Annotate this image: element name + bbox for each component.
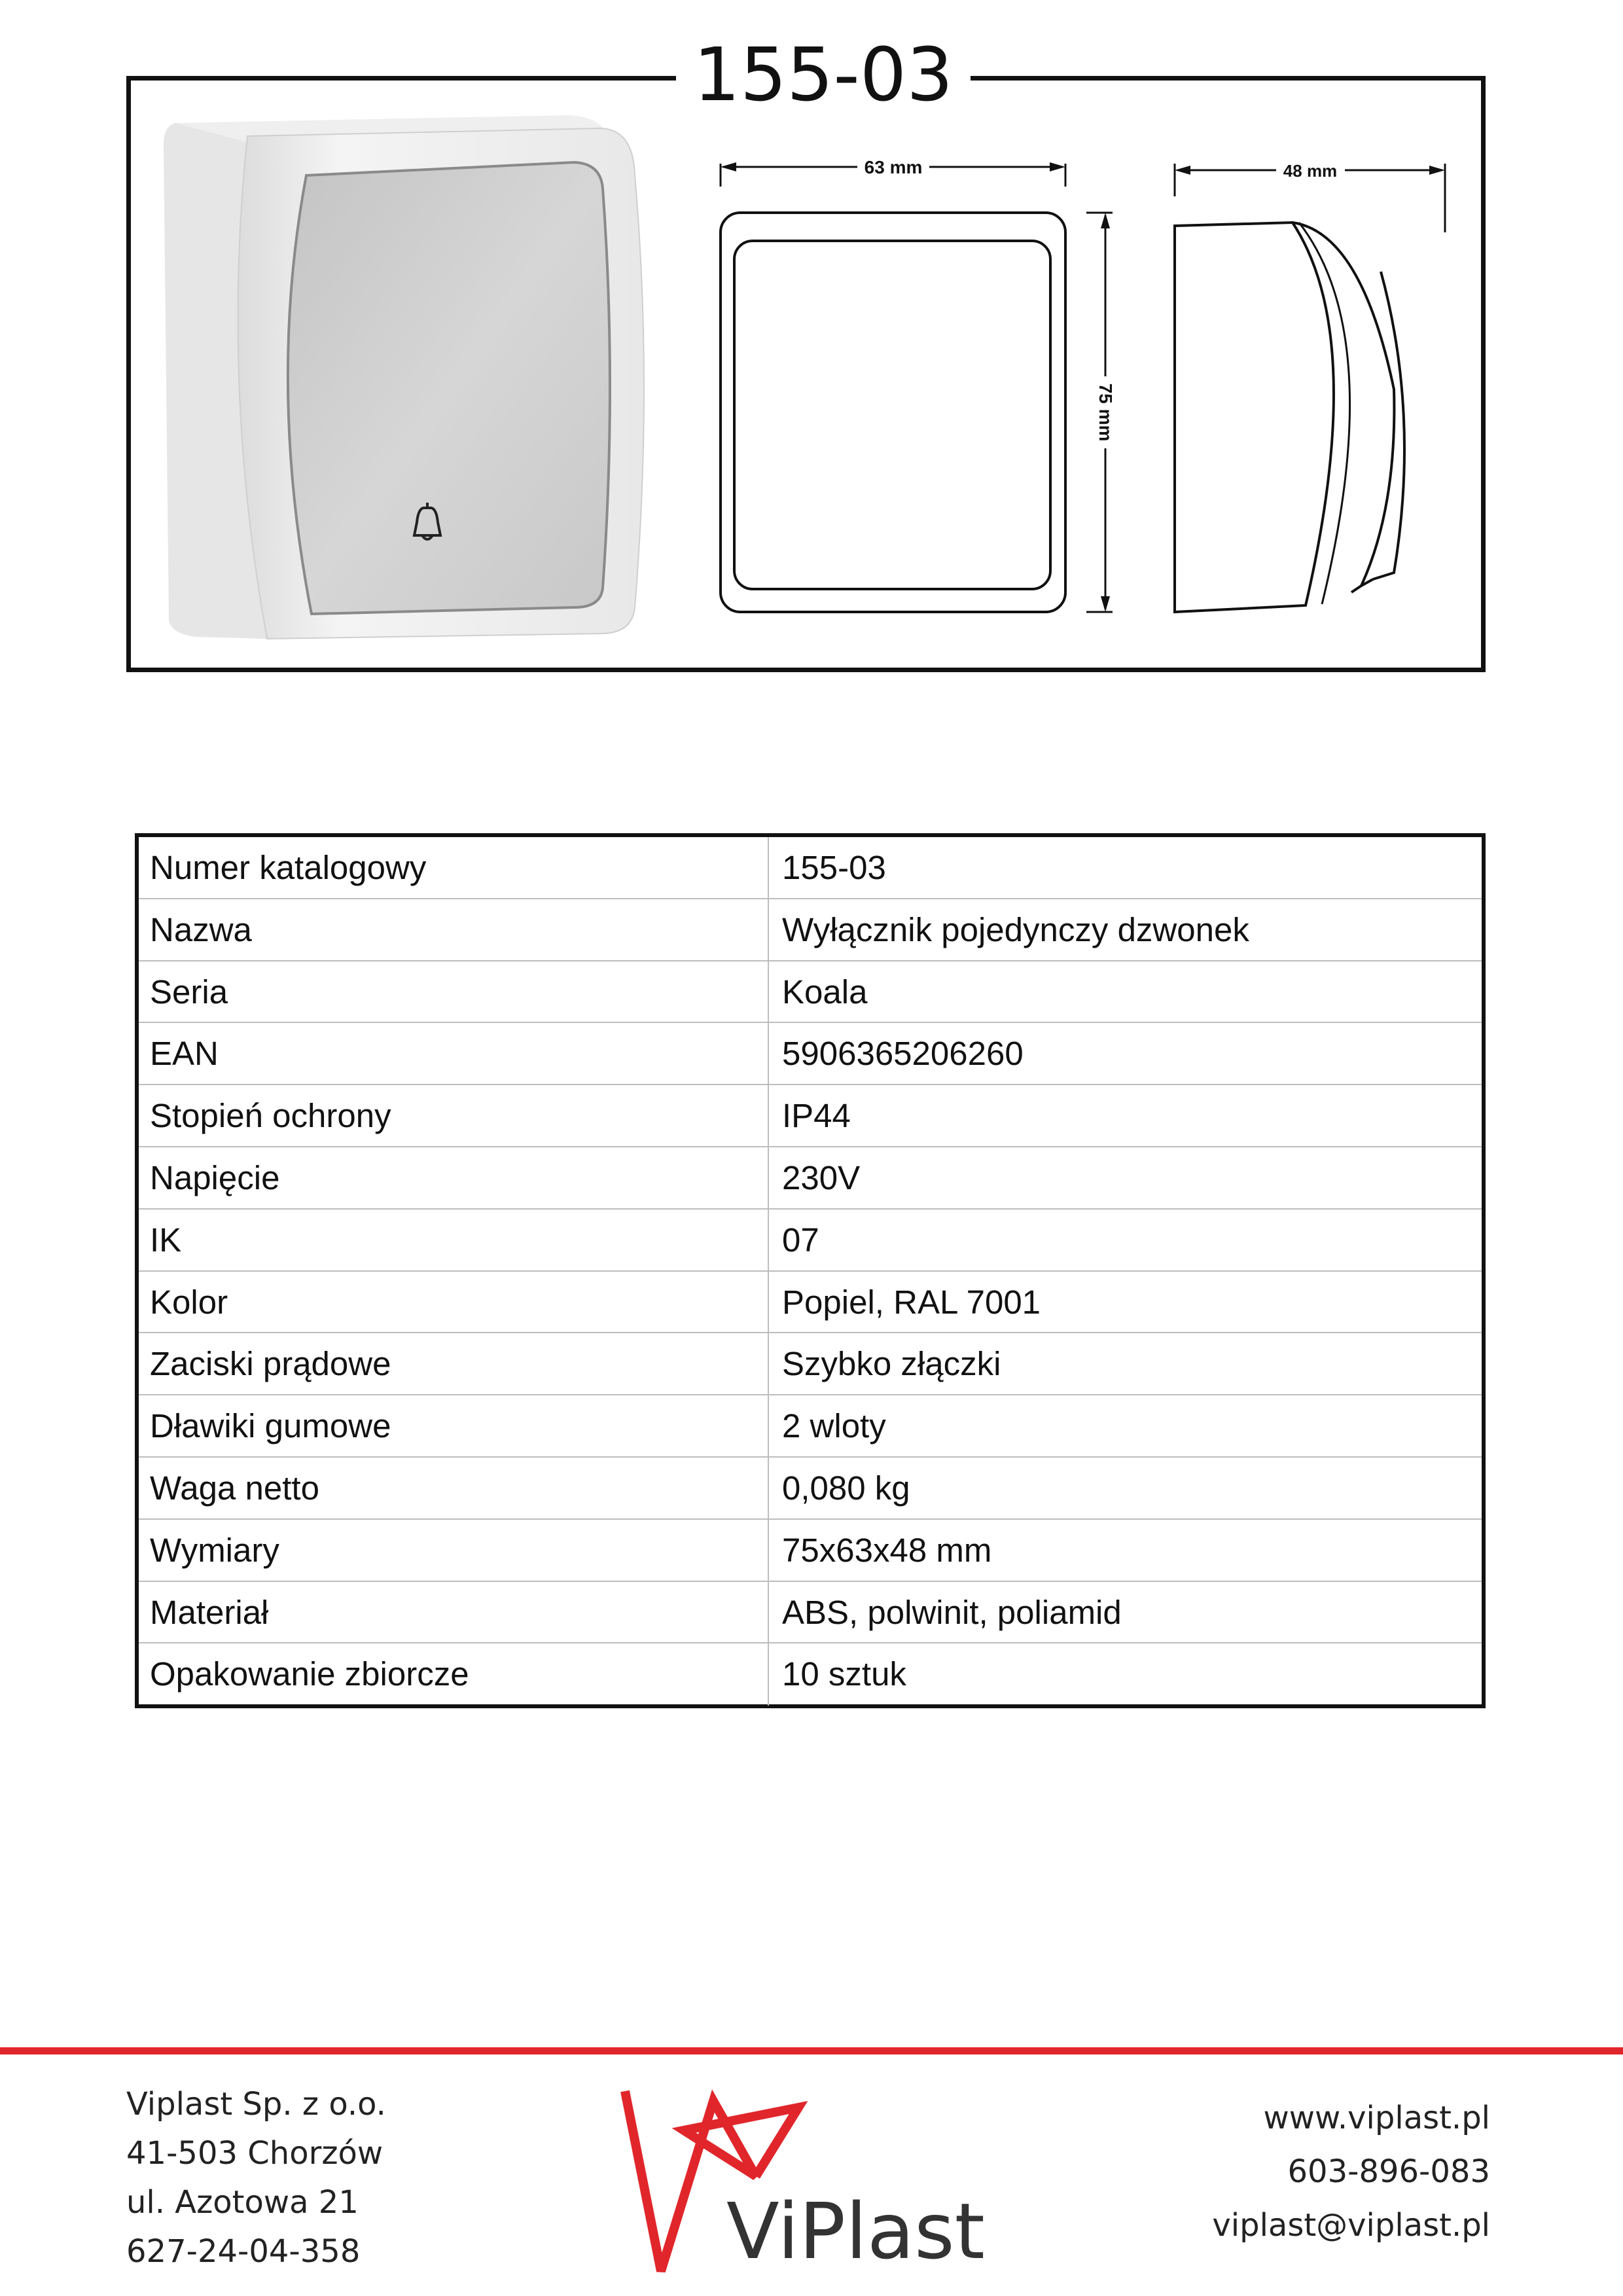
spec-value: 2 wloty xyxy=(782,1407,886,1445)
spec-row xyxy=(139,1147,1482,1210)
spec-row xyxy=(139,1085,1482,1147)
depth-dimension-label: 48 mm xyxy=(1283,161,1338,181)
spec-label: Dławiki gumowe xyxy=(139,1395,769,1456)
spec-row xyxy=(139,1395,1482,1458)
phone-number: 603-896-083 xyxy=(1287,2153,1490,2190)
spec-value: 230V xyxy=(782,1158,861,1196)
spec-value: 5906365206260 xyxy=(782,1035,1024,1073)
spec-label: Kolor xyxy=(139,1272,769,1333)
company-city: 41-503 Chorzów xyxy=(126,2135,383,2172)
spec-value: Wyłącznik pojedynczy dzwonek xyxy=(782,910,1249,948)
company-name: Viplast Sp. z o.o. xyxy=(126,2086,386,2123)
spec-value: IP44 xyxy=(782,1097,851,1135)
email-link[interactable]: viplast@viplast.pl xyxy=(1212,2207,1490,2244)
spec-label: Materiał xyxy=(139,1582,769,1643)
company-street: ul. Azotowa 21 xyxy=(126,2184,359,2221)
spec-value: Popiel, RAL 7001 xyxy=(782,1283,1041,1321)
spec-label: Zaciski prądowe xyxy=(139,1333,769,1394)
spec-label: Napięcie xyxy=(139,1147,769,1208)
spec-row xyxy=(139,899,1482,961)
width-dimension-label: 63 mm xyxy=(864,157,923,177)
spec-label: IK xyxy=(139,1210,769,1270)
logo-text: ViPlast xyxy=(726,2186,985,2276)
spec-row xyxy=(139,1520,1482,1582)
spec-label: Opakowanie zbiorcze xyxy=(139,1643,769,1706)
spec-row xyxy=(139,1210,1482,1272)
spec-label: Waga netto xyxy=(139,1458,769,1518)
spec-row xyxy=(139,961,1482,1024)
spec-row xyxy=(139,1272,1482,1334)
spec-row xyxy=(139,1582,1482,1644)
spec-value: 07 xyxy=(782,1221,819,1259)
company-phone: 627-24-04-358 xyxy=(126,2233,361,2270)
spec-label: Stopień ochrony xyxy=(139,1085,769,1146)
company-address xyxy=(126,2080,584,2276)
spec-label: Wymiary xyxy=(139,1520,769,1581)
spec-row xyxy=(139,1023,1482,1085)
spec-label: Seria xyxy=(139,961,769,1022)
spec-row xyxy=(139,1458,1482,1520)
spec-label: Numer katalogowy xyxy=(139,837,769,898)
technical-drawing xyxy=(707,141,1466,638)
product-photo xyxy=(149,110,660,647)
spec-value: Szybko złączki xyxy=(782,1345,1001,1383)
spec-row xyxy=(139,1333,1482,1395)
spec-value: Koala xyxy=(782,973,868,1011)
spec-table xyxy=(135,833,1486,1708)
spec-row xyxy=(139,1643,1482,1706)
company-contact xyxy=(1032,2091,1490,2252)
spec-label: Nazwa xyxy=(139,899,769,960)
spec-value: ABS, polwinit, poliamid xyxy=(782,1593,1122,1631)
website-link[interactable]: www.viplast.pl xyxy=(1263,2100,1490,2136)
spec-value: 155-03 xyxy=(782,849,886,886)
spec-value: 10 sztuk xyxy=(782,1655,906,1693)
spec-label: EAN xyxy=(139,1023,769,1084)
footer-divider xyxy=(0,2047,1623,2054)
spec-value: 0,080 kg xyxy=(782,1469,910,1507)
height-dimension-label: 75 mm xyxy=(1096,383,1116,442)
viplast-logo xyxy=(615,2085,995,2281)
spec-row xyxy=(139,837,1482,899)
spec-value: 75x63x48 mm xyxy=(782,1531,992,1569)
product-code-title: 155-03 xyxy=(676,26,971,124)
